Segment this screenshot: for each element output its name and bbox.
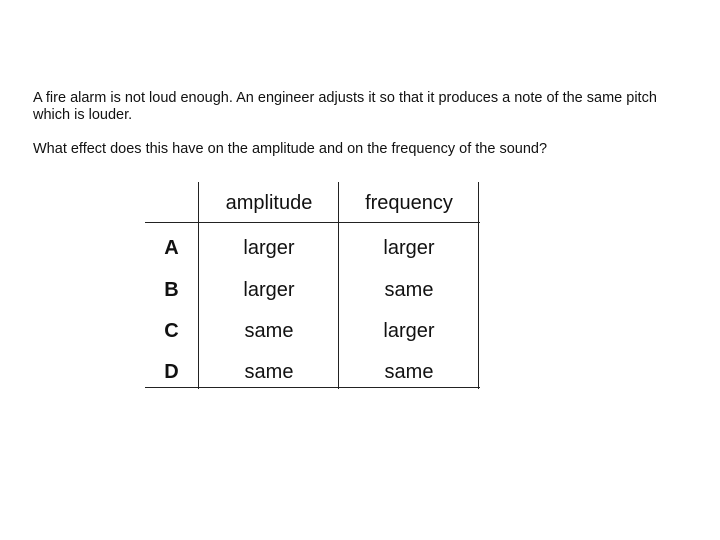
option-letter-b: B xyxy=(164,279,179,301)
option-b-frequency: same xyxy=(384,279,434,301)
option-a-amplitude: larger xyxy=(243,237,295,259)
question-line-1: A fire alarm is not loud enough. An engineer adjusts it so that it produces a note of the same pitch xyxy=(33,90,657,106)
option-letter-d: D xyxy=(164,361,179,383)
question-text xyxy=(33,90,693,158)
option-b-amplitude: larger xyxy=(243,279,295,301)
question-prompt: What effect does this have on the amplitude and on the frequency of the sound? xyxy=(33,141,548,157)
column-header-frequency: frequency xyxy=(365,192,453,214)
table-header-rule xyxy=(145,222,480,223)
column-header-amplitude: amplitude xyxy=(225,192,313,214)
option-d-frequency: same xyxy=(384,361,434,383)
answer-options-table xyxy=(145,182,480,389)
option-letter-a: A xyxy=(164,237,179,259)
option-a-frequency: larger xyxy=(383,237,435,259)
option-letter-c: C xyxy=(164,320,179,342)
option-d-amplitude: same xyxy=(244,361,294,383)
table-bottom-rule xyxy=(145,387,480,388)
question-line-2: which is louder. xyxy=(33,107,133,123)
option-c-frequency: larger xyxy=(383,320,435,342)
option-c-amplitude: same xyxy=(244,320,294,342)
question-stem xyxy=(33,90,693,124)
